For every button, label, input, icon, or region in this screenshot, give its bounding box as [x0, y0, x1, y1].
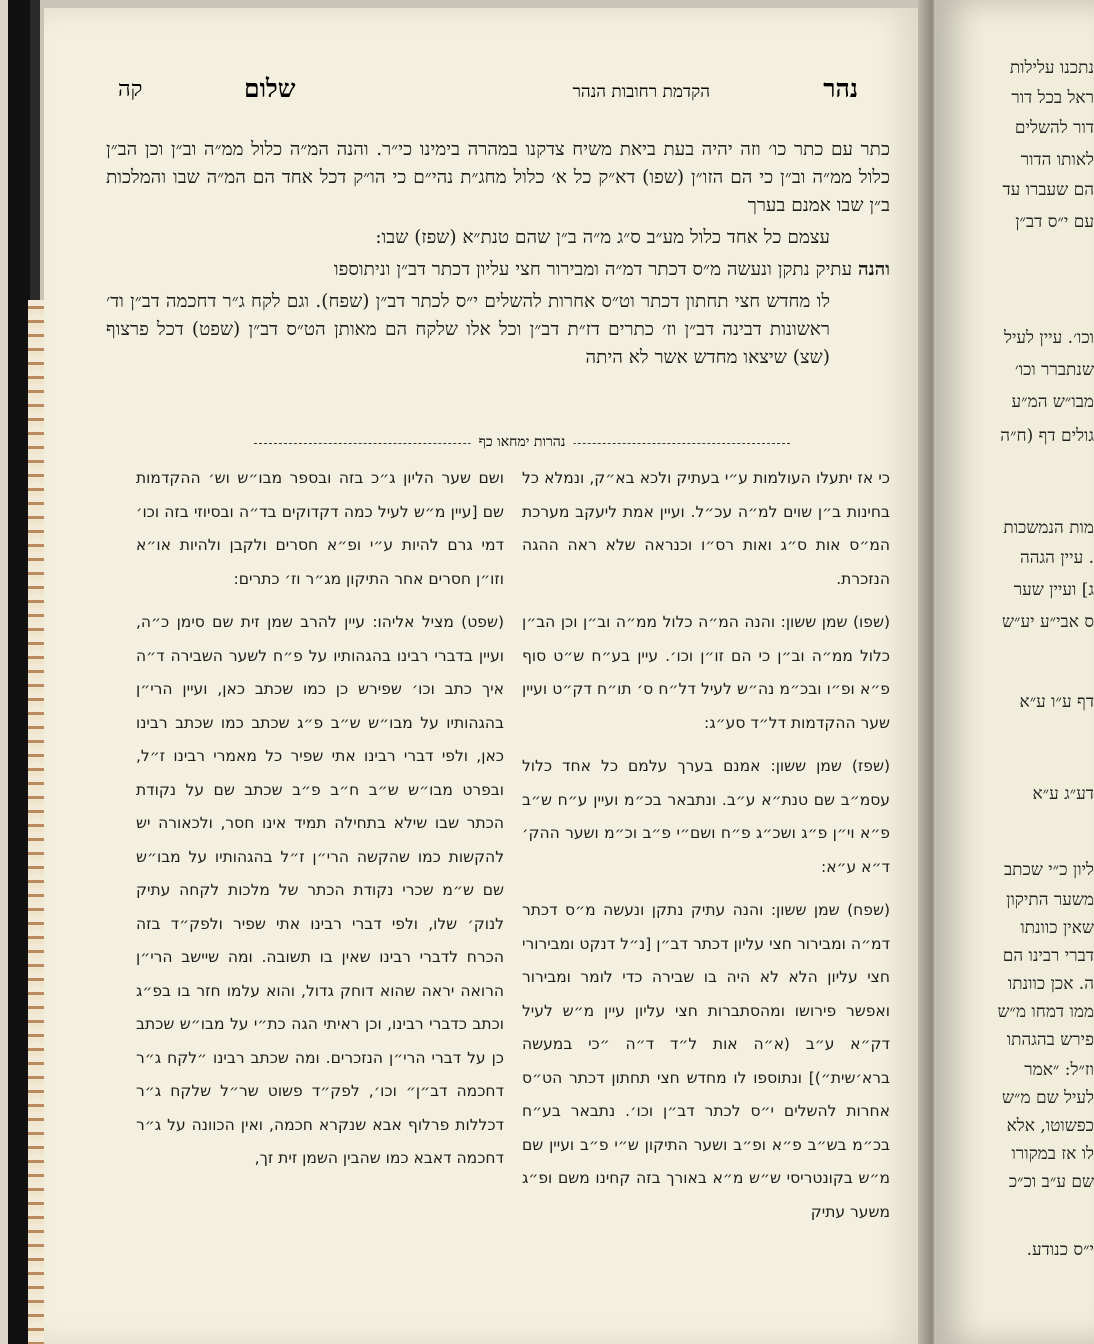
adjacent-page-line: שם ע״ב וכ״כ [1008, 1172, 1094, 1192]
adjacent-page-line: ממו דמחו מ״ש [997, 1002, 1094, 1022]
divider-label: נהרות ימחאו כף [471, 434, 574, 451]
adjacent-page-line: דור להשלים [1014, 118, 1094, 138]
adjacent-page-line: ג] ועיין שער [1013, 580, 1094, 600]
adjacent-page-line: לאותו הדור [1020, 150, 1094, 170]
adjacent-page-line: כפשוטו, אלא [1006, 1116, 1094, 1136]
adjacent-page-line: דברי רבינו הם [1002, 946, 1094, 966]
main-page [44, 8, 920, 1344]
adjacent-page-line: מות הנמשכות [1003, 518, 1094, 538]
adjacent-page-line: הם שעברו עד [1002, 180, 1094, 200]
commentary-paragraph: (שפט) מציל אליהו: עיין להרב שמן זית שם סימן כ״ה, ועיין בדברי רבינו בהגהותיו על פ״ח לשער השבירה ד״ה איך כתב וכו׳ שפירש כן כמו שכתב כאן, ועיין הרי״ן בהגהותיו על מבו״ש ש״ב פ״ג שכתב כמו שכתב רבינו כאן, ולפי דברי רבינו אתי שפיר כל מאמרי רבינו ז״ל, ובפרט מבו״ש ש״ב ח״ב פ״ב שכתב שם על נקודת הכתר שבו שילא בתחילה תמיד אינו חסר, ולכאורה יש להקשות כמו שהקשה הרי״ן ז״ל בהגהותיו על מבו״ש שם ש״מ שכרי נקודת הכתר של מלכות לקחה עתיק לנוק׳ שלו, ולפי דברי רבינו אתי שפיר ולפק״ד בזה הכרח לדברי רבינו שאין בו תשובה. ומה שיישב הרי״ן הרואה יראה שהוא דוחק גדול, והוא עלמו חזר בו בפ״ג וכתב כדברי רבינו, וכן ראיתי הגה כת״י על מבו״ש שכתב כן על דברי הרי״ן הנזכרים. ומה שכתב רבינו ״לקח ג״ר דחכמה דב״ן״ וכו׳, לפק״ד פשוט שר״ל שלקח ג״ר דכללות פרלוף אבא שנקרא חכמה, ואין הכוונה על ג״ר דחכמה דאבא כמו שהבין השמן זית זך, [136, 613, 504, 1167]
adjacent-page-line: שאין כוונתו [1020, 918, 1094, 938]
commentary-paragraph: (שפח) שמן ששון: והנה עתיק נתקן ונעשה מ״ס דכתר דמ״ה ומבירור חצי עליון דכתר דב״ן [נ״ל דנקט ומבירורי חצי עליון הלא לא היה בו שבירה כדי לומר ומבירור ואפשר פירושו ומהסתברות חצי עליון עיין מ״ש לעיל דק״א ע״ב (א״ה אות ל״ד ד״ה ״כי במעשה ברא׳שית״)] ונתוספו לו מחדש חצי תחתון דכתר הט״ס אחרות להשלים י״ס לכתר דב״ן וכו׳. נתבאר בע״ח בכ״מ בש״ב פ״א ופ״ב ושער התיקון ש״י פ״ב ועיין שם מ״ש בקונטריסי ש״ש מ״א באורך בזה קחינו משם ופ״ג משער עתיק [522, 901, 890, 1221]
adjacent-page-line: . עיין הגהה [1019, 548, 1094, 568]
adjacent-page-line: ס אבי״ע יע״ש [1002, 612, 1094, 632]
adjacent-page-line: נתכנו עלילות [1009, 58, 1094, 78]
adjacent-page-line: גולים דף (ח״ה [1000, 426, 1094, 446]
adjacent-page-line: משער התיקון [1006, 890, 1094, 910]
main-paragraph-1: כתר עם כתר כו׳ וזה יהיה בעת ביאת משיח צדקנו במהרה בימינו כי״ר. והנה המ״ה כלול ממ״ה וב״ן וכן הב״ן כלול ממ״ה וב״ן כי הם הזו״ן (שפו) דא״ק כל א׳ כלול מחג״ת נהי״ם כי הו״ק דכל אחד הם המ״ה שבו והמלכות ב״ן שבו אמנם בערך [106, 139, 890, 216]
adjacent-page-line: י״ס כנודע. [1026, 1240, 1094, 1260]
running-header [94, 74, 870, 114]
adjacent-page-line: מבו״ש המ״ע [1011, 392, 1094, 412]
adjacent-page-line: וז״ל: ״אמר [1024, 1060, 1094, 1080]
adjacent-page-line: ראל בכל דור [1011, 88, 1094, 108]
adjacent-page-line: לו אז במקורו [1011, 1144, 1094, 1164]
adjacent-page-line: דף ע״ו ע״א [1019, 692, 1094, 712]
main-text-block [106, 136, 890, 376]
header-left-word: נהר [823, 74, 858, 103]
header-title: הקדמת רחובות הנהר [572, 82, 710, 102]
page-number: קה [118, 77, 143, 102]
adjacent-page-line: לעיל שם מ״ש [1001, 1088, 1094, 1108]
commentary-paragraph: (שפו) שמן ששון: והנה המ״ה כלול ממ״ה וב״ן וכן הב״ן כלול ממ״ה וב״ן כי הם זו״ן וכו׳. עיין בע״ח ש״ט סוף פ״א ופ״ו ובכ״מ נה״ש לעיל דל״ח ס׳ תו״ח דק״ט ועיין שער ההקדמות דל״ד סע״ג: [522, 613, 890, 732]
main-paragraph-3 [106, 256, 890, 284]
commentary-columns [136, 462, 890, 1342]
adjacent-page-line: ליון כ״י שכתב [1003, 860, 1094, 880]
adjacent-page-line: פירש בהגהתו [1006, 1030, 1094, 1050]
commentary-paragraph: (שפז) שמן ששון: אמנם בערך עלמם כל אחד כלול עסמ״ב שם טנת״א ע״ב. ונתבאר בכ״מ ועיין ע״ח ש״ב פ״א וי״ן פ״ג ושכ״ג פ״ח ושם״י פ״ב וכ״מ ושער ההק׳ ד״א ע״א: [522, 757, 890, 876]
commentary-left-column [136, 462, 504, 1342]
section-divider [254, 434, 790, 452]
adjacent-page-line: דע״ג ע״א [1032, 784, 1094, 804]
main-paragraph-4: לו מחדש חצי תחתון דכתר וט״ס אחרות להשלים י״ס לכתר דב״ן (שפח). וגם לקח ג״ר דחכמה דב״ן וד׳ ראשונות דבינה דב״ן וז׳ כתרים דז״ת דב״ן וכל אלו שלקח הם מאותן הט״ס דב״ן (שפט) דכל פרצוף (שצ) שיצאו מחדש אשר לא היתה [106, 291, 830, 368]
adjacent-page-line: וכו׳. עיין לעיל [1004, 328, 1094, 348]
header-right-word: שלום [244, 74, 296, 103]
adjacent-page-line: ה. אכן כוונתו [1007, 974, 1094, 994]
commentary-paragraph: ושם שער הליון ג״כ בזה ובספר מבו״ש וש׳ ההקדמות שם [עיין מ״ש לעיל כמה דקדוקים בד״ה ובסיוזי בזה וכו׳ דמי גרם להיות ע״י ופ״א חסרים ולקבן ולהיות או״א וזו״ן חסרים אחר התיקון מג״ר וז׳ כתרים: [136, 469, 504, 588]
adjacent-page-line: עם י״ס דב״ן [1015, 212, 1094, 232]
adjacent-page-line: שנתברר וכו׳ [1014, 360, 1094, 380]
adjacent-page [934, 0, 1094, 1344]
commentary-right-column [522, 462, 890, 1342]
commentary-paragraph: כי אז יתעלו העולמות ע״י בעתיק ולכא בא״ק, ונמלא כל בחינות ב״ן שוים למ״ה עכ״ל. ועיין אמת ליעקב מערכת המ״ס אות ס״ג ואות רס״ו וכנראה שלא ראה ההגה הנזכרת. [522, 469, 890, 588]
main-paragraph-3-body: עתיק נתקן ונעשה מ״ס דכתר דמ״ה ומבירור חצי עליון דכתר דב״ן וניתוספו [333, 259, 853, 280]
main-paragraph-2: עצמם כל אחד כלול מע״ב ס״ג מ״ה ב״ן שהם טנת״א (שפז) שבו: [375, 227, 830, 248]
main-paragraph-3-lead: והנה [857, 259, 890, 280]
